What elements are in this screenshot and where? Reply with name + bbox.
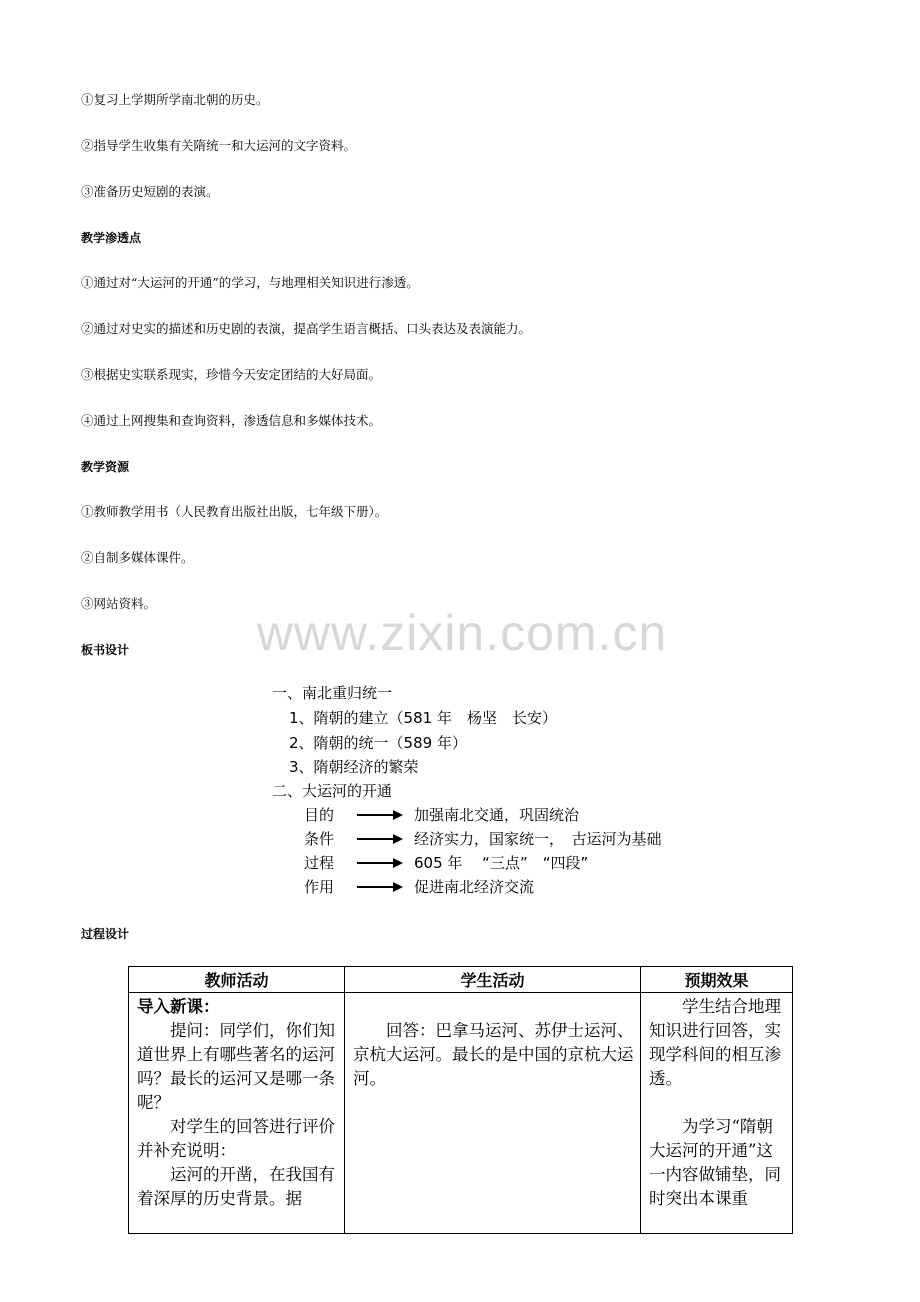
teacher-activity-cell	[129, 993, 345, 1234]
student-activity-cell	[345, 993, 641, 1234]
prep-item: ①复习上学期所学南北朝的历史。	[81, 92, 269, 107]
board-subitem: 2、隋朝的统一（589 年）	[289, 734, 467, 752]
resource-item: ①教师教学用书（人民教育出版社出版，七年级下册）。	[81, 504, 388, 519]
board-row-value: 605 年 “三点” “四段”	[414, 854, 589, 872]
right-arrow-icon	[357, 808, 403, 822]
board-subitem: 1、隋朝的建立（581 年 杨坚 长安）	[289, 709, 557, 727]
right-arrow-icon	[357, 856, 403, 870]
board-section-1: 一、南北重归统一	[272, 684, 393, 702]
board-section-2: 二、大运河的开通	[272, 782, 393, 800]
board-row-value: 加强南北交通，巩固统治	[414, 806, 580, 824]
resource-item: ③网站资料。	[81, 596, 157, 611]
column-header: 教师活动	[129, 967, 345, 993]
process-table	[128, 966, 793, 1234]
board-row-label: 作用	[304, 878, 335, 896]
expected-effect-paragraph: 学生结合地理知识进行回答，实现学科间的相互渗透。	[649, 997, 781, 1088]
penetration-item: ②通过对史实的描述和历史剧的表演，提高学生语言概括、口头表达及表演能力。	[81, 321, 532, 336]
penetration-heading: 教学渗透点	[81, 231, 142, 245]
student-activity-text: 回答：巴拿马运河、苏伊士运河、京杭大运河。最长的是中国的京杭大运河。	[353, 1021, 634, 1088]
teacher-activity-title: 导入新课：	[137, 997, 220, 1016]
right-arrow-icon	[357, 880, 403, 894]
penetration-item: ③根据史实联系现实，珍惜今天安定团结的大好局面。	[81, 367, 382, 382]
prep-item: ③准备历史短剧的表演。	[81, 184, 219, 199]
board-subitem: 3、隋朝经济的繁荣	[289, 758, 419, 776]
expected-effect-paragraph: 为学习“隋朝大运河的开通”这一内容做铺垫，同时突出本课重	[649, 1117, 781, 1208]
teacher-activity-paragraph: 对学生的回答进行评价并补充说明：	[137, 1117, 335, 1160]
penetration-item: ④通过上网搜集和查询资料，渗透信息和多媒体技术。	[81, 413, 382, 428]
watermark: www.zixin.com.cn	[256, 605, 668, 661]
spacer	[649, 1091, 786, 1115]
resource-item: ②自制多媒体课件。	[81, 550, 194, 565]
column-header: 预期效果	[641, 967, 793, 993]
resources-heading: 教学资源	[81, 460, 130, 474]
penetration-item: ①通过对“大运河的开通”的学习，与地理相关知识进行渗透。	[81, 275, 419, 290]
board-row-value: 促进南北经济交流	[414, 878, 535, 896]
board-row-label: 条件	[304, 830, 335, 848]
board-row-label: 目的	[304, 806, 335, 824]
table-header-row	[129, 967, 793, 993]
right-arrow-icon	[357, 832, 403, 846]
process-heading: 过程设计	[81, 927, 130, 941]
board-row-value: 经济实力，国家统一， 古运河为基础	[414, 830, 662, 848]
column-header: 学生活动	[345, 967, 641, 993]
teacher-activity-paragraph: 运河的开凿，在我国有着深厚的历史背景。据	[137, 1165, 335, 1208]
prep-item: ②指导学生收集有关隋统一和大运河的文字资料。	[81, 138, 357, 153]
board-heading: 板书设计	[81, 643, 130, 657]
teacher-activity-paragraph: 提问：同学们，你们知道世界上有哪些著名的运河吗？最长的运河又是哪一条呢？	[137, 1021, 335, 1112]
table-row	[129, 993, 793, 1234]
expected-effect-cell	[641, 993, 793, 1234]
board-row-label: 过程	[304, 854, 335, 872]
